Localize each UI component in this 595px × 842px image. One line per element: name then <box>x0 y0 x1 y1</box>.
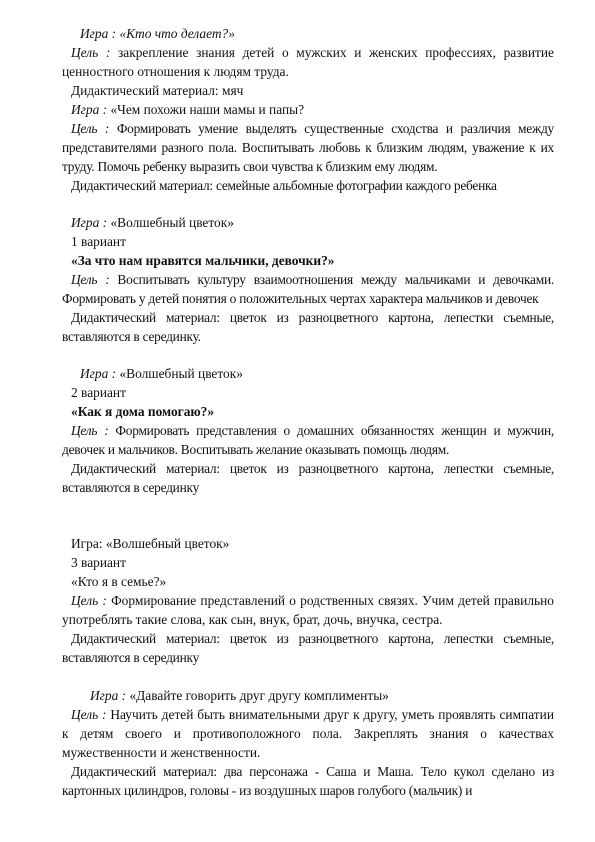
goal-text: закрепление знания детей о мужских и женских профессиях, развитие ценностного отношения к людям труда. <box>62 45 554 79</box>
variant-label: 3 вариант <box>71 555 126 570</box>
goal-label: Цель : <box>71 593 107 608</box>
game-name: «Чем похожи наши мамы и папы? <box>110 102 305 117</box>
game-goal <box>62 591 554 629</box>
goal-text: Формировать представления о домашних обязанностях женщин и мужчин, девочек и мальчиков. Воспитывать желание оказывать помощь людям. <box>62 423 555 457</box>
game-block-4 <box>62 364 554 497</box>
game-title: Игра: «Волшебный цветок» <box>71 536 230 551</box>
variant-label: 2 вариант <box>71 385 126 400</box>
goal-label: Цель : <box>71 423 109 438</box>
goal-text: Воспитывать культуру взаимоотношения между мальчиками и девочками. Формировать у детей понятия о положительных чертах характера мальчиков и девочек <box>62 272 554 306</box>
game-label: Игра : <box>90 688 127 703</box>
variant-label: 1 вариант <box>71 234 126 249</box>
didactic-material: Дидактический материал: семейные альбомные фотографии каждого ребенка <box>71 178 497 193</box>
didactic-material: Дидактический материал: цветок из разноцветного картона, лепестки съемные, вставляются в серединку <box>62 461 554 495</box>
goal-label: Цель : <box>71 707 107 722</box>
game-goal <box>62 43 554 81</box>
goal-label: Цель : <box>71 121 110 136</box>
didactic-material: Дидактический материал: мяч <box>71 83 244 98</box>
game-block-5 <box>62 534 554 667</box>
game-block-2 <box>62 100 554 195</box>
game-goal <box>62 270 554 308</box>
didactic-material: Дидактический материал: два персонажа - Саша и Маша. Тело кукол сделано из картонных цилиндров, головы - из воздушных шаров голубого (мальчик) и <box>62 764 554 798</box>
game-block-6 <box>62 686 554 800</box>
game-name: «Давайте говорить друг другу комплименты» <box>129 688 389 703</box>
didactic-material: Дидактический материал: цветок из разноцветного картона, лепестки съемные, вставляются в серединку <box>62 631 554 665</box>
game-name: «Волшебный цветок» <box>119 366 243 381</box>
game-label: Игра : <box>71 215 108 230</box>
game-name: «Кто что делает?» <box>119 26 235 41</box>
game-block-3 <box>62 213 554 346</box>
goal-label: Цель : <box>71 272 110 287</box>
game-title <box>62 686 554 705</box>
game-title <box>62 100 554 119</box>
game-label: Игра : <box>80 26 117 41</box>
goal-text: Научить детей быть внимательными друг к другу, уметь проявлять симпатии к детям своего и противоположного пола. Закреплять знания о качествах мужественности и женственности. <box>62 707 554 760</box>
game-subtitle: «Кто я в семье?» <box>71 574 167 589</box>
didactic-material: Дидактический материал: цветок из разноцветного картона, лепестки съемные, вставляются в серединку. <box>62 310 554 344</box>
game-title <box>62 213 554 232</box>
game-subtitle: «Как я дома помогаю?» <box>71 404 215 419</box>
game-block-1 <box>62 24 554 100</box>
game-title <box>62 24 554 43</box>
goal-text: Формировать умение выделять существенные сходства и различия между представителями разного пола. Воспитывать любовь к близким людям, уважение к их труду. Помочь ребенку выразить свои чувства к близким ему людям. <box>62 121 554 174</box>
game-label: Игра : <box>71 102 108 117</box>
game-name: «Волшебный цветок» <box>110 215 234 230</box>
document-page <box>62 24 554 800</box>
goal-label: Цель : <box>71 45 111 60</box>
game-goal <box>62 421 554 459</box>
game-title <box>62 364 554 383</box>
game-subtitle: «За что нам нравятся мальчики, девочки?» <box>71 253 335 268</box>
game-goal <box>62 119 554 176</box>
goal-text: Формирование представлений о родственных связях. Учим детей правильно употреблять такие слова, как сын, внук, брат, дочь, внучка, сестра. <box>62 593 554 627</box>
game-label: Игра : <box>80 366 117 381</box>
game-goal <box>62 705 554 762</box>
